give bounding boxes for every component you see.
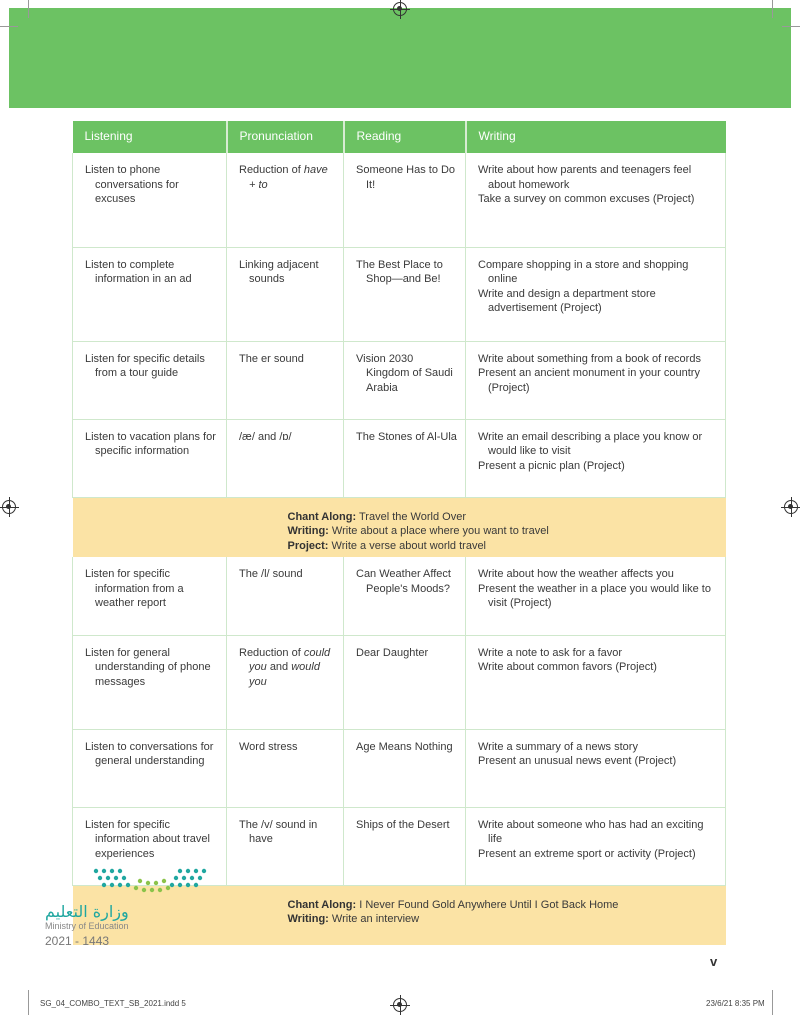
pronunciation-text xyxy=(239,567,337,582)
writing-item: Compare shopping in a store and shopping online xyxy=(478,258,689,285)
chant-line xyxy=(288,912,726,927)
logo-dots-icon xyxy=(90,866,220,894)
writing-item: Write an email describing a place you know or would like to visit xyxy=(478,430,703,457)
writing-cell xyxy=(466,247,726,341)
pronunciation-cell xyxy=(227,729,344,807)
crop-mark xyxy=(28,990,29,1015)
chant-line-label: Chant Along: xyxy=(287,898,357,911)
logo-arabic-text: وزارة التعليم xyxy=(45,902,129,921)
writing-cell xyxy=(466,341,726,419)
chant-line-text: Write an interview xyxy=(331,913,420,925)
chant-line-text: Travel the World Over xyxy=(359,510,466,523)
writing-item: Write about something from a book of records xyxy=(478,352,701,365)
reading-cell xyxy=(344,729,466,807)
pronunciation-text xyxy=(239,258,337,287)
registration-mark-icon xyxy=(784,500,798,514)
listening-cell xyxy=(73,729,227,807)
table-row xyxy=(73,341,726,419)
listening-cell xyxy=(73,247,227,341)
writing-item: Present a picnic plan (Project) xyxy=(478,459,625,472)
listening-cell xyxy=(73,341,227,419)
chant-line xyxy=(288,539,726,554)
reading-item: Age Means Nothing xyxy=(356,740,453,753)
pronunciation-segment: Reduction of xyxy=(239,646,301,659)
chant-line xyxy=(288,510,726,525)
reading-item: Can Weather Affect People's Moods? xyxy=(356,568,451,595)
reading-cell xyxy=(344,341,466,419)
pronunciation-segment: could you xyxy=(249,646,331,673)
footer-timestamp: 23/6/21 8:35 PM xyxy=(706,999,765,1008)
pronunciation-segment: /æ/ and /ɒ/ xyxy=(239,430,292,443)
footer-filename: SG_04_COMBO_TEXT_SB_2021.indd 5 xyxy=(40,999,186,1008)
writing-cell xyxy=(466,635,726,729)
pronunciation-text xyxy=(239,646,337,690)
chant-line-label: Writing: xyxy=(287,913,329,925)
writing-item: Write a note to ask for a favor xyxy=(478,646,623,659)
listening-item: Listen for specific information from a weather report xyxy=(85,568,184,609)
listening-item: Listen to conversations for general understanding xyxy=(85,740,214,767)
chant-line-label: Chant Along: xyxy=(287,510,357,523)
chant-line-label: Writing: xyxy=(287,525,329,537)
reading-item: Ships of the Desert xyxy=(356,818,450,831)
reading-item: Someone Has to Do It! xyxy=(356,164,456,191)
listening-item: Listen to phone conversations for excuses xyxy=(85,164,179,205)
writing-item: Present an ancient monument in your country (Project) xyxy=(478,367,700,394)
page-number: v xyxy=(710,954,718,969)
chant-along-cell xyxy=(73,497,726,557)
writing-item: Take a survey on common excuses (Project) xyxy=(478,193,695,205)
listening-item: Listen for general understanding of phone messages xyxy=(85,646,211,688)
pronunciation-text xyxy=(239,740,337,755)
chant-line-text: Write a verse about world travel xyxy=(331,539,487,552)
pronunciation-cell xyxy=(227,341,344,419)
table-row xyxy=(73,635,726,729)
pronunciation-cell xyxy=(227,807,344,885)
pronunciation-text xyxy=(239,430,337,445)
reading-cell xyxy=(344,635,466,729)
table-body xyxy=(73,153,726,945)
reading-item: The Stones of Al-Ula xyxy=(356,430,457,443)
writing-item: Write about how parents and teenagers feel about homework xyxy=(478,164,692,191)
pronunciation-cell xyxy=(227,557,344,635)
reading-item: Dear Daughter xyxy=(356,646,429,659)
header-pronunciation: Pronunciation xyxy=(227,121,344,153)
registration-mark-icon xyxy=(393,998,407,1012)
writing-item: Present the weather in a place you would like to visit (Project) xyxy=(478,582,711,609)
crop-mark xyxy=(28,0,29,18)
pronunciation-segment: Linking adjacent sounds xyxy=(239,258,319,285)
listening-item: Listen to complete information in an ad xyxy=(85,258,192,285)
writing-item: Present an extreme sport or activity (Project) xyxy=(478,847,696,860)
writing-cell xyxy=(466,419,726,497)
writing-item: Write and design a department store advertisement (Project) xyxy=(478,287,656,314)
crop-mark xyxy=(772,990,773,1015)
reading-cell xyxy=(344,419,466,497)
pronunciation-segment: have + to xyxy=(249,164,328,191)
table-row xyxy=(73,153,726,247)
pronunciation-segment: The /l/ sound xyxy=(239,568,303,580)
reading-item: Vision 2030 Kingdom of Saudi Arabia xyxy=(356,352,453,394)
pronunciation-cell xyxy=(227,153,344,247)
table-row xyxy=(73,419,726,497)
writing-item: Write about someone who has had an exciting life xyxy=(478,818,704,845)
pronunciation-cell xyxy=(227,635,344,729)
writing-cell xyxy=(466,729,726,807)
chant-line xyxy=(288,524,726,539)
listening-item: Listen for specific details from a tour guide xyxy=(85,352,205,379)
scope-sequence-table xyxy=(72,121,726,945)
chant-line xyxy=(288,898,726,913)
logo-english-text: Ministry of Education xyxy=(45,921,129,931)
crop-mark xyxy=(0,26,18,27)
pronunciation-text xyxy=(239,818,337,847)
pronunciation-segment: The er sound xyxy=(239,352,304,365)
pronunciation-segment: in have xyxy=(249,818,318,845)
writing-item: Write a summary of a news story xyxy=(478,740,638,753)
reading-cell xyxy=(344,807,466,885)
listening-cell xyxy=(73,419,227,497)
writing-item: Write about common favors (Project) xyxy=(478,661,657,673)
reading-item: The Best Place to Shop—and Be! xyxy=(356,258,443,285)
pronunciation-segment: and xyxy=(269,661,289,673)
header-writing: Writing xyxy=(466,121,726,153)
listening-item: Listen for specific information about travel experiences xyxy=(85,818,210,860)
chant-line-text: Write about a place where you want to travel xyxy=(331,525,549,537)
pronunciation-text xyxy=(239,352,337,367)
header-reading: Reading xyxy=(344,121,466,153)
pronunciation-segment: Word stress xyxy=(239,740,298,753)
writing-cell xyxy=(466,557,726,635)
pronunciation-text xyxy=(239,163,337,192)
chant-along-row xyxy=(73,497,726,557)
table-header-row xyxy=(73,121,726,153)
chant-line-text: I Never Found Gold Anywhere Until I Got Back Home xyxy=(359,898,619,911)
writing-cell xyxy=(466,807,726,885)
table-row xyxy=(73,557,726,635)
writing-cell xyxy=(466,153,726,247)
pronunciation-segment: Reduction of xyxy=(239,164,301,176)
registration-mark-icon xyxy=(2,500,16,514)
reading-cell xyxy=(344,247,466,341)
pronunciation-cell xyxy=(227,247,344,341)
listening-cell xyxy=(73,153,227,247)
registration-mark-icon xyxy=(393,2,407,16)
reading-cell xyxy=(344,557,466,635)
logo-year: 2021 - 1443 xyxy=(45,934,110,948)
table-row xyxy=(73,247,726,341)
chant-line-label: Project: xyxy=(287,539,329,552)
listening-cell xyxy=(73,635,227,729)
writing-item: Write about how the weather affects you xyxy=(478,568,674,580)
listening-cell xyxy=(73,557,227,635)
writing-item: Present an unusual news event (Project) xyxy=(478,755,677,767)
pronunciation-segment: would you xyxy=(249,661,320,688)
pronunciation-segment: The /v/ sound xyxy=(239,818,306,831)
crop-mark xyxy=(782,26,800,27)
listening-item: Listen to vacation plans for specific information xyxy=(85,430,216,457)
top-banner xyxy=(9,8,791,108)
reading-cell xyxy=(344,153,466,247)
header-listening: Listening xyxy=(73,121,227,153)
pronunciation-cell xyxy=(227,419,344,497)
table-row xyxy=(73,729,726,807)
ministry-logo xyxy=(45,866,185,951)
crop-mark xyxy=(772,0,773,18)
